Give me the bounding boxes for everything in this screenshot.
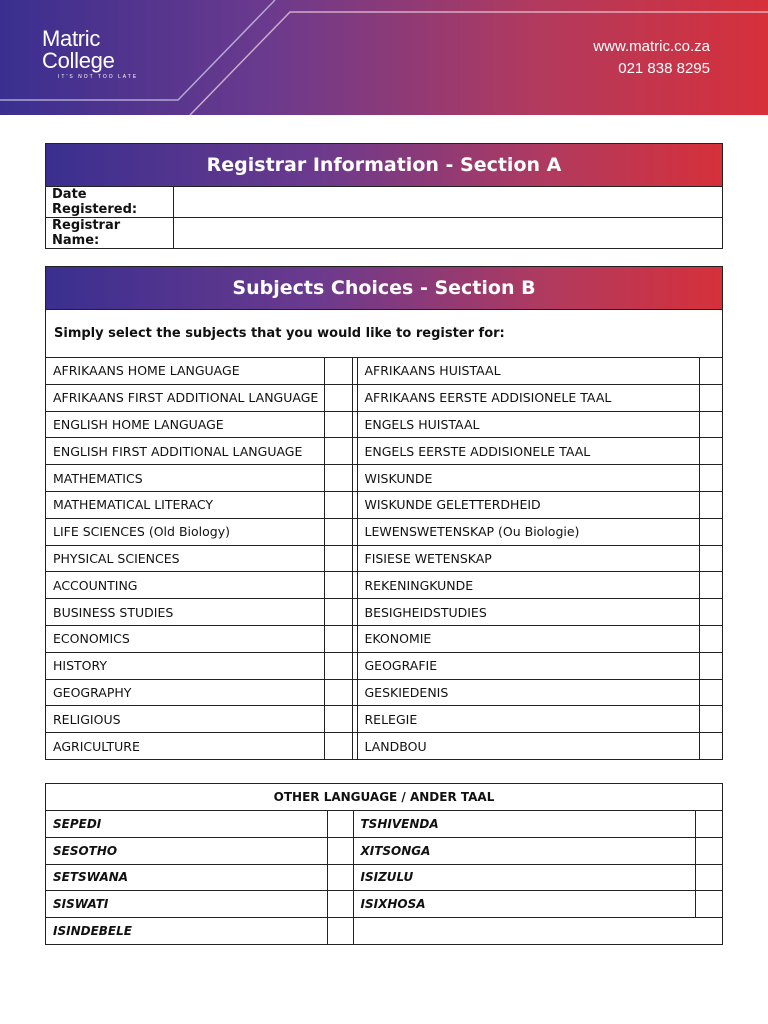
subject-label-af: ENGELS EERSTE ADDISIONELE TAAL [357,438,699,465]
language-label: SESOTHO [46,837,327,864]
subject-label-af: AFRIKAANS HUISTAAL [357,358,699,385]
subject-checkbox-en[interactable] [324,491,352,518]
language-label: SISWATI [46,891,327,918]
language-checkbox[interactable] [327,918,353,945]
matric-college-logo[interactable] [42,28,138,80]
subject-checkbox-en[interactable] [324,652,352,679]
subject-checkbox-en[interactable] [324,599,352,626]
subject-checkbox-en[interactable] [324,545,352,572]
subject-checkbox-en[interactable] [324,625,352,652]
language-checkbox[interactable] [327,864,353,891]
subject-label-en: AGRICULTURE [46,733,324,760]
table-row [46,518,722,545]
subject-label-en: MATHEMATICAL LITERACY [46,491,324,518]
subject-label-en: ECONOMICS [46,625,324,652]
table-row [46,625,722,652]
subject-label-af: GEOGRAFIE [357,652,699,679]
logo-line1: Matric [42,26,101,51]
subject-checkbox-en[interactable] [324,465,352,492]
subject-checkbox-af[interactable] [699,518,722,545]
logo-line2: College [42,48,115,73]
subject-checkbox-en[interactable] [324,572,352,599]
section-b [45,266,723,760]
empty-cell [353,918,722,945]
subject-label-en: ENGLISH FIRST ADDITIONAL LANGUAGE [46,438,324,465]
table-row [46,384,722,411]
subject-label-af: ENGELS HUISTAAL [357,411,699,438]
section-a-title: Registrar Information - Section A [46,144,722,186]
registrar-name-field[interactable] [173,218,722,249]
subject-label-af: GESKIEDENIS [357,679,699,706]
subject-checkbox-af[interactable] [699,652,722,679]
language-checkbox[interactable] [695,891,722,918]
subject-label-en: AFRIKAANS FIRST ADDITIONAL LANGUAGE [46,384,324,411]
subject-checkbox-en[interactable] [324,706,352,733]
subject-checkbox-en[interactable] [324,384,352,411]
language-label: SETSWANA [46,864,327,891]
subject-label-en: LIFE SCIENCES (Old Biology) [46,518,324,545]
subjects-table [46,357,722,759]
subject-checkbox-af[interactable] [699,679,722,706]
subject-checkbox-af[interactable] [699,572,722,599]
table-row [46,679,722,706]
subject-checkbox-af[interactable] [699,706,722,733]
table-row [46,491,722,518]
table-row [46,599,722,626]
subject-checkbox-en[interactable] [324,411,352,438]
subject-label-en: MATHEMATICS [46,465,324,492]
subject-checkbox-af[interactable] [699,545,722,572]
language-label: ISIXHOSA [353,891,695,918]
language-label: XITSONGA [353,837,695,864]
table-row [46,358,722,385]
phone-number[interactable]: 021 838 8295 [618,60,710,77]
other-language-table [46,784,722,944]
subject-checkbox-en[interactable] [324,679,352,706]
subject-checkbox-en[interactable] [324,733,352,760]
section-c [45,783,723,945]
subject-label-en: ACCOUNTING [46,572,324,599]
section-b-title: Subjects Choices - Section B [46,267,722,309]
header-banner [0,0,768,115]
subject-label-en: AFRIKAANS HOME LANGUAGE [46,358,324,385]
subject-checkbox-af[interactable] [699,599,722,626]
instruction-text: Simply select the subjects that you would like to register for: [46,309,722,357]
table-row [46,652,722,679]
language-label: TSHIVENDA [353,811,695,838]
subject-label-af: AFRIKAANS EERSTE ADDISIONELE TAAL [357,384,699,411]
subject-label-af: REKENINGKUNDE [357,572,699,599]
language-checkbox[interactable] [327,891,353,918]
subject-label-af: EKONOMIE [357,625,699,652]
table-row [46,438,722,465]
table-row [46,545,722,572]
language-checkbox[interactable] [327,811,353,838]
table-row [46,187,722,218]
language-label: SEPEDI [46,811,327,838]
table-row [46,733,722,760]
subject-checkbox-en[interactable] [324,438,352,465]
table-row [46,411,722,438]
subject-checkbox-af[interactable] [699,625,722,652]
subject-label-af: WISKUNDE [357,465,699,492]
table-row [46,837,722,864]
table-row [46,918,722,945]
field-label: Registrar Name: [46,218,173,249]
subject-checkbox-af[interactable] [699,491,722,518]
language-checkbox[interactable] [695,811,722,838]
subject-checkbox-af[interactable] [699,438,722,465]
subject-label-en: HISTORY [46,652,324,679]
table-row [46,864,722,891]
table-row [46,465,722,492]
subject-label-af: LEWENSWETENSKAP (Ou Biologie) [357,518,699,545]
subject-checkbox-af[interactable] [699,358,722,385]
other-language-title: OTHER LANGUAGE / ANDER TAAL [273,790,495,804]
language-checkbox[interactable] [695,864,722,891]
subject-label-af: BESIGHEIDSTUDIES [357,599,699,626]
table-row [46,572,722,599]
registrar-table [46,186,722,248]
subject-label-en: GEOGRAPHY [46,679,324,706]
table-row [46,811,722,838]
subject-label-en: BUSINESS STUDIES [46,599,324,626]
website-link[interactable]: www.matric.co.za [593,38,710,55]
contact-info [593,36,710,80]
field-label: Date Registered: [46,187,173,218]
logo-tagline: IT'S NOT TOO LATE [58,74,139,80]
language-checkbox[interactable] [327,837,353,864]
subject-label-en: PHYSICAL SCIENCES [46,545,324,572]
subject-label-en: ENGLISH HOME LANGUAGE [46,411,324,438]
subject-checkbox-af[interactable] [699,733,722,760]
subject-label-af: LANDBOU [357,733,699,760]
language-checkbox[interactable] [695,837,722,864]
table-row [46,706,722,733]
subject-checkbox-af[interactable] [699,411,722,438]
subject-checkbox-en[interactable] [324,358,352,385]
subject-checkbox-af[interactable] [699,384,722,411]
subject-label-af: RELEGIE [357,706,699,733]
date-registered-field[interactable] [173,187,722,218]
section-a [45,143,723,249]
table-row [46,891,722,918]
table-row [46,218,722,249]
subject-label-en: RELIGIOUS [46,706,324,733]
subject-checkbox-en[interactable] [324,518,352,545]
subject-checkbox-af[interactable] [699,465,722,492]
subject-label-af: FISIESE WETENSKAP [357,545,699,572]
subject-label-af: WISKUNDE GELETTERDHEID [357,491,699,518]
language-label: ISINDEBELE [46,918,327,945]
language-label: ISIZULU [353,864,695,891]
